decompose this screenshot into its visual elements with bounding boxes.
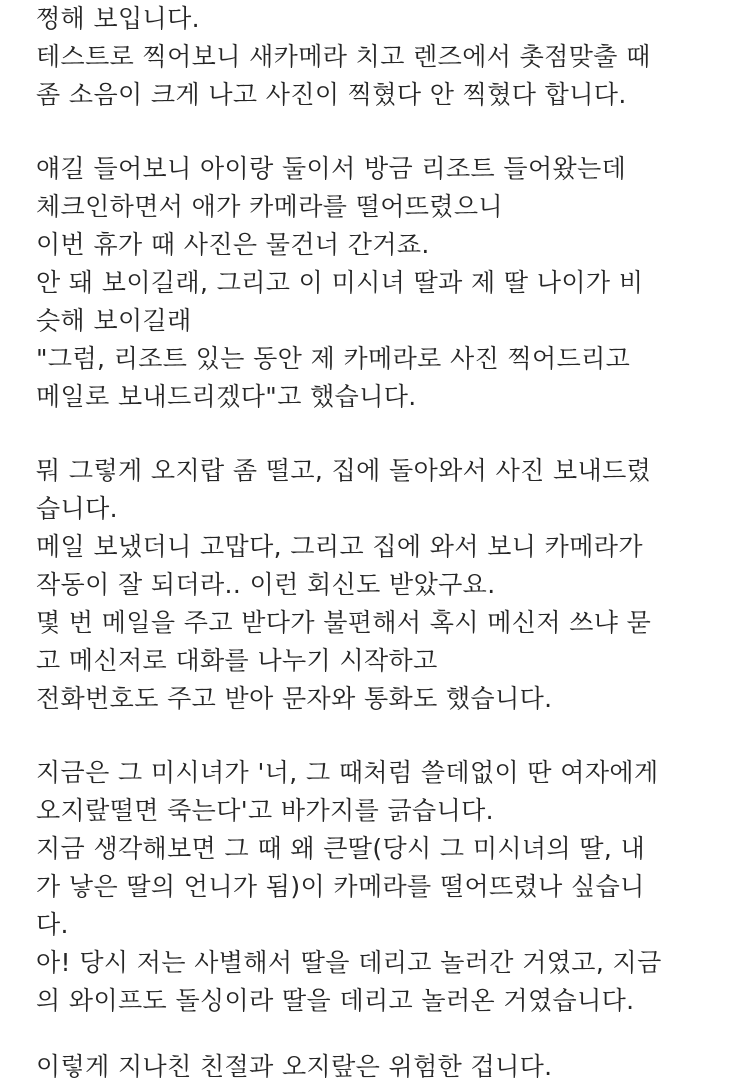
text-line: 쩡해 보입니다.: [36, 4, 200, 33]
text-line: 얘길 들어보니 아이랑 둘이서 방금 리조트 들어왔는데: [36, 154, 627, 183]
text-line: 이번 휴가 때 사진은 물건너 간거죠.: [36, 230, 430, 259]
text-line: 다.: [36, 910, 69, 939]
text-line: 지금 생각해보면 그 때 왜 큰딸(당시 그 미시녀의 딸, 내: [36, 834, 646, 863]
text-line: "그럼, 리조트 있는 동안 제 카메라로 사진 찍어드리고: [36, 344, 631, 373]
text-line: 메일 보냈더니 고맙다, 그리고 집에 와서 보니 카메라가: [36, 532, 643, 561]
text-line: 몇 번 메일을 주고 받다가 불편해서 혹시 메신저 쓰냐 묻: [36, 608, 652, 637]
text-line: 의 와이프도 돌싱이라 딸을 데리고 놀러온 거였습니다.: [36, 986, 635, 1015]
text-line: 안 돼 보이길래, 그리고 이 미시녀 딸과 제 딸 나이가 비: [36, 268, 644, 297]
text-line: 슷해 보이길래: [36, 306, 192, 335]
text-line: 아! 당시 저는 사별해서 딸을 데리고 놀러간 거였고, 지금: [36, 948, 662, 977]
text-line: 지금은 그 미시녀가 '너, 그 때처럼 쓸데없이 딴 여자에게: [36, 758, 659, 787]
text-line: 오지랖떨면 죽는다'고 바가지를 긁습니다.: [36, 796, 495, 825]
text-line: 가 낳은 딸의 언니가 됨)이 카메라를 떨어뜨렸나 싶습니: [36, 872, 645, 901]
text-line: 뭐 그렇게 오지랍 좀 떨고, 집에 돌아와서 사진 보내드렸: [36, 456, 652, 485]
text-line: 작동이 잘 되더라.. 이런 회신도 받았구요.: [36, 570, 496, 599]
text-line: 좀 소음이 크게 나고 사진이 찍혔다 안 찍혔다 합니다.: [36, 80, 627, 109]
text-line: 메일로 보내드리겠다"고 했습니다.: [36, 382, 417, 411]
text-line: 전화번호도 주고 받아 문자와 통화도 했습니다.: [36, 684, 553, 713]
text-line: 이렇게 지나친 친절과 오지랖은 위험한 겁니다.: [36, 1052, 553, 1081]
text-line: 습니다.: [36, 494, 118, 523]
text-line: 테스트로 찍어보니 새카메라 치고 렌즈에서 촛점맞출 때: [36, 42, 651, 71]
text-line: 고 메신저로 대화를 나누기 시작하고: [36, 646, 438, 675]
text-line: 체크인하면서 애가 카메라를 떨어뜨렸으니: [36, 192, 503, 221]
